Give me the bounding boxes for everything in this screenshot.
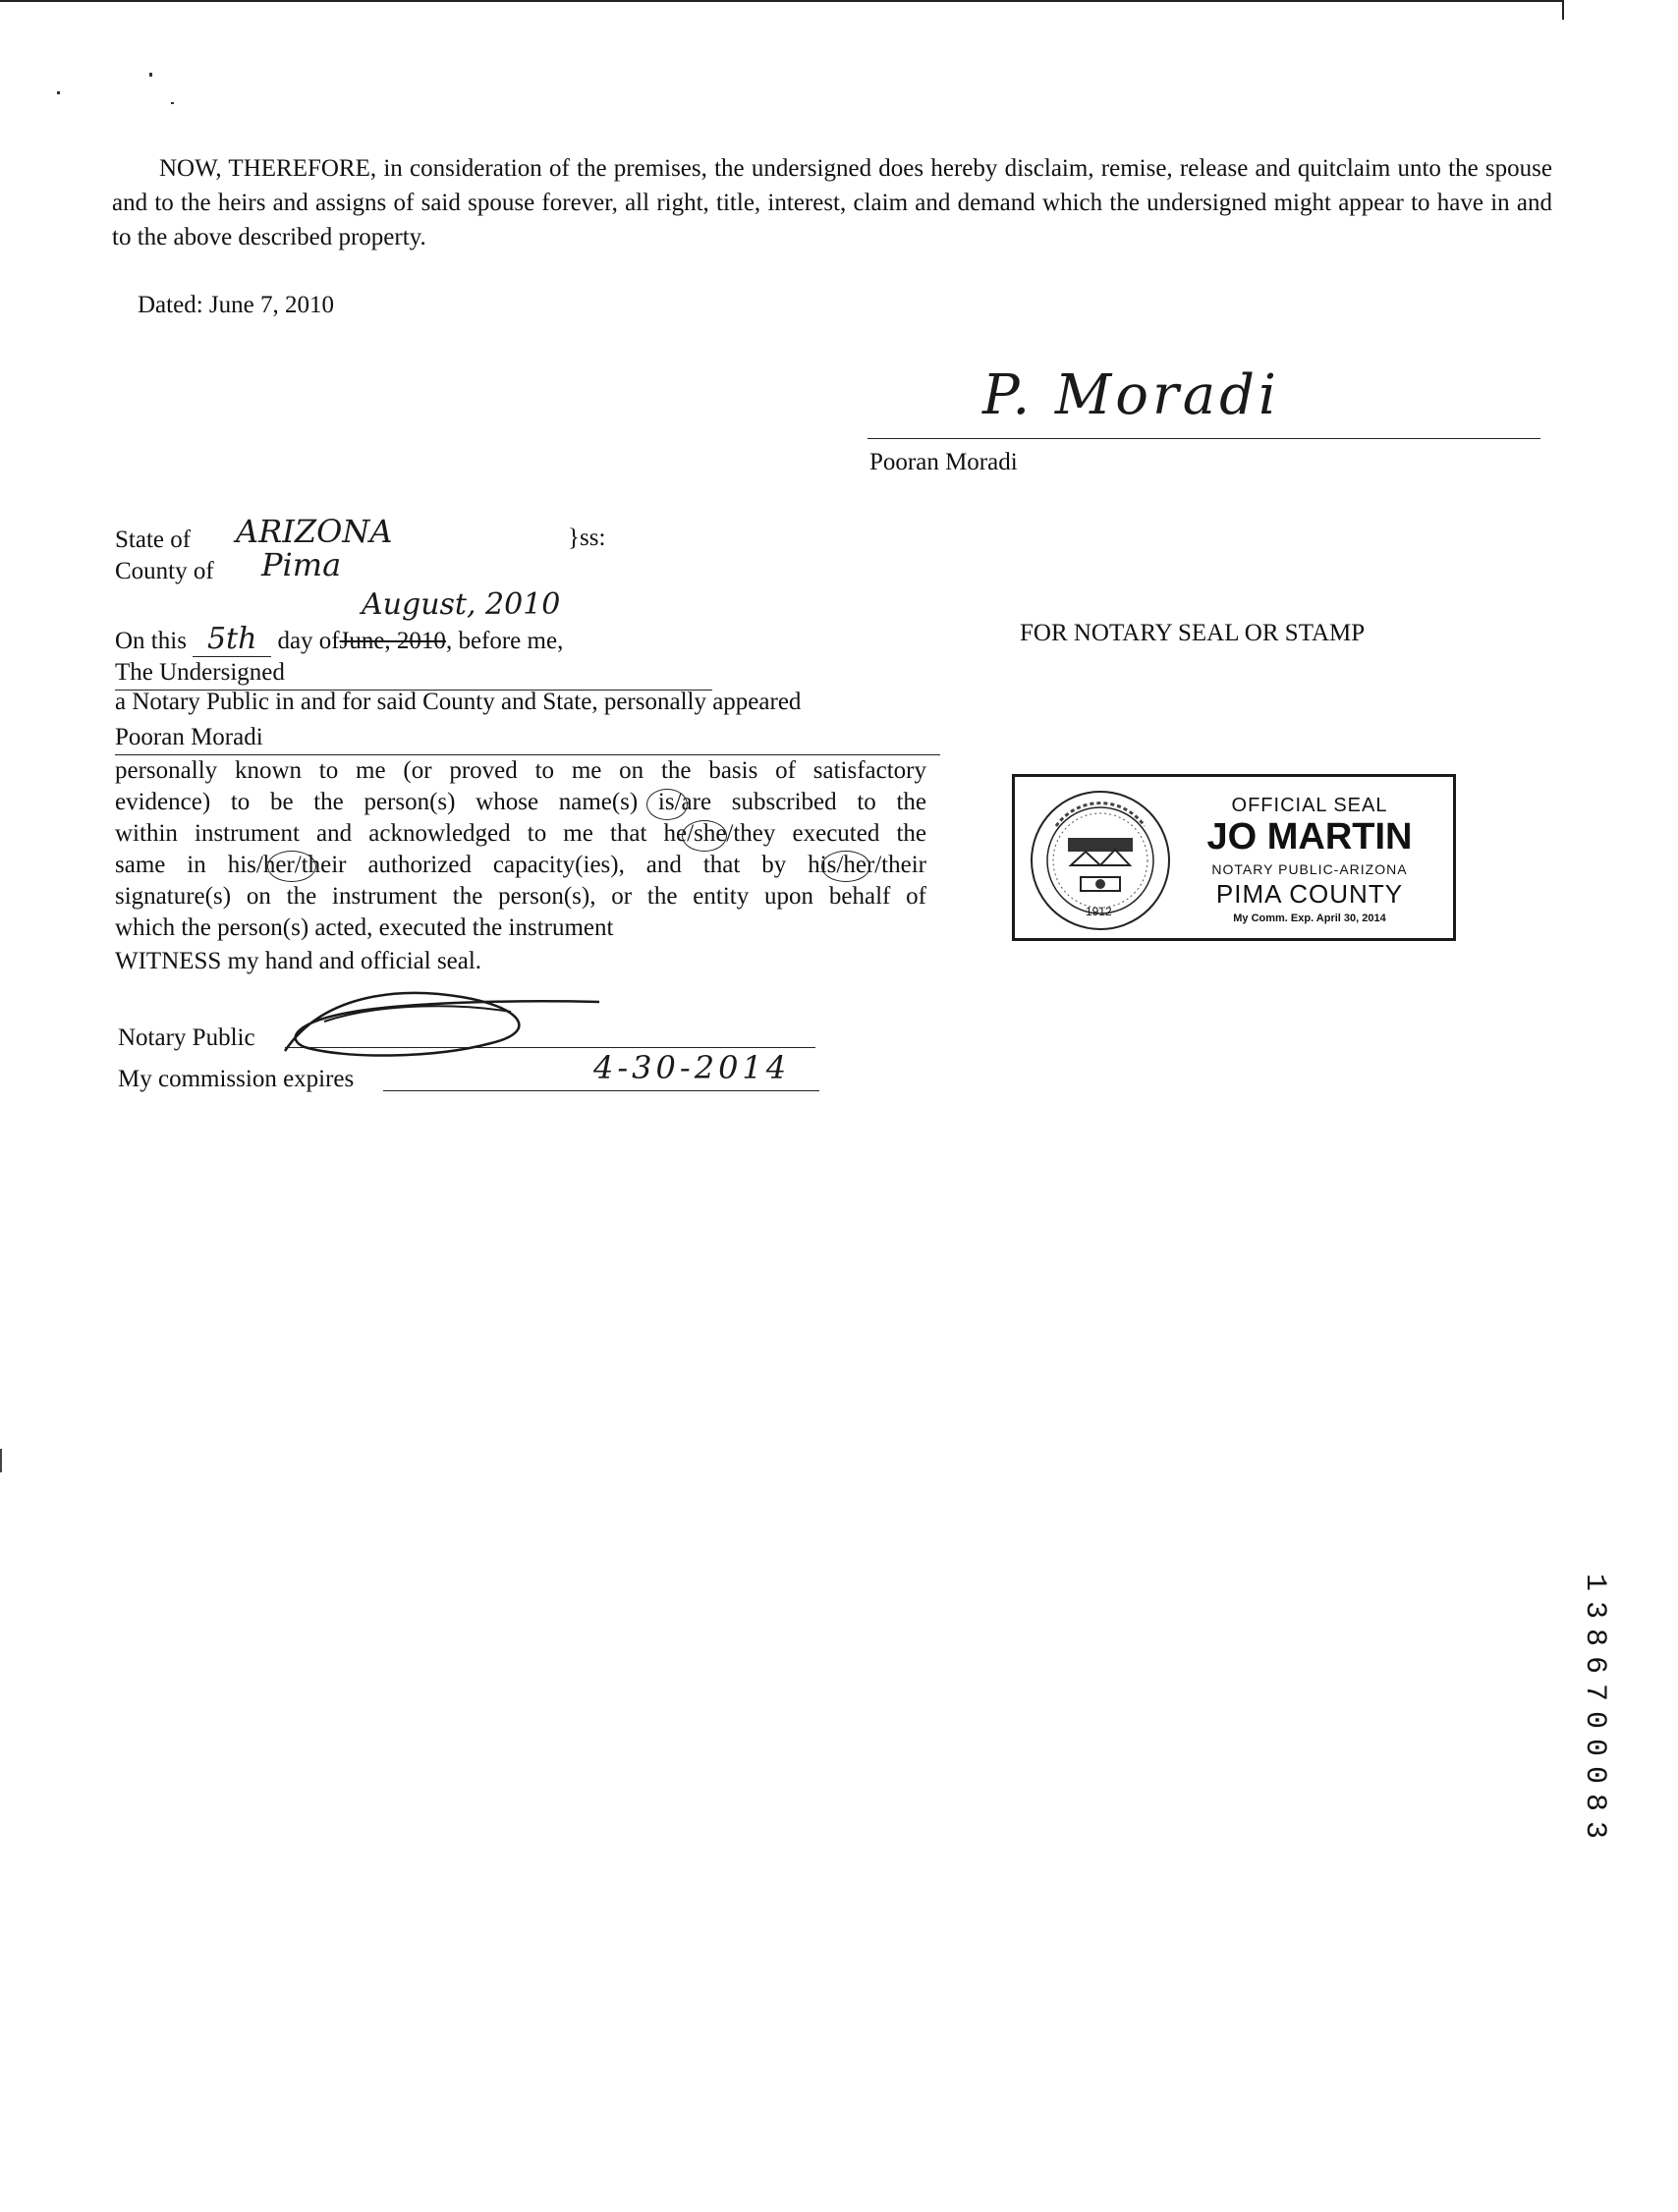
signature-line <box>867 438 1540 439</box>
seal-line-official: OFFICIAL SEAL <box>1231 795 1388 816</box>
state-value: ARIZONA <box>236 513 393 550</box>
seal-caption: FOR NOTARY SEAL OR STAMP <box>1020 620 1366 646</box>
county-value: Pima <box>261 546 342 583</box>
seal-line-name: JO MARTIN <box>1206 816 1413 857</box>
circle-mark-is <box>646 789 688 820</box>
on-this-label: On this <box>115 628 187 654</box>
seal-line-title: NOTARY PUBLIC-ARIZONA <box>1211 861 1408 877</box>
side-document-number: 1386700083 <box>1578 1574 1611 1850</box>
notary-paragraph-line-5: signature(s) on the instrument the person(s), or the entity upon behalf of <box>115 883 926 910</box>
dated-line: Dated: June 7, 2010 <box>138 292 334 318</box>
notary-paragraph-last-line: which the person(s) acted, executed the instrument <box>115 914 614 941</box>
commission-label: My commission expires <box>118 1066 355 1092</box>
commission-expiry-value: 4-30-2014 <box>593 1049 791 1086</box>
witness-line: WITNESS my hand and official seal. <box>115 948 482 974</box>
scan-speck <box>149 73 152 77</box>
emblem-year: 1912 <box>1086 905 1112 918</box>
commission-line <box>383 1090 819 1091</box>
scan-speck <box>171 102 174 104</box>
struck-date: June, 2010 <box>339 628 446 654</box>
handwritten-signature: P. Moradi <box>982 363 1280 427</box>
notary-paragraph-line-3: within instrument and acknowledged to me that he/she/they executed the <box>115 820 926 847</box>
ss-mark: }ss: <box>568 525 606 551</box>
scan-edge-mark <box>0 1449 2 1472</box>
circle-mark-she <box>682 820 727 852</box>
notary-handwritten-signature <box>265 982 619 1071</box>
new-date-handwritten: August, 2010 <box>362 587 561 622</box>
seal-line-expiry: My Comm. Exp. April 30, 2014 <box>1233 912 1386 924</box>
scan-speck <box>57 91 60 94</box>
day-of-label: day of <box>277 628 340 654</box>
notary-public-label: Notary Public <box>118 1024 255 1051</box>
notary-paragraph-line-1: personally known to me (or proved to me on the basis of satisfactory <box>115 757 926 784</box>
notary-seal-stamp <box>1012 774 1456 941</box>
before-me: , before me, <box>445 628 564 654</box>
page-top-edge <box>0 0 1564 2</box>
county-label: County of <box>115 558 214 584</box>
undersigned-line: The Undersigned <box>115 656 712 691</box>
page-right-edge <box>1562 0 1564 20</box>
appeared-name: Pooran Moradi <box>115 721 940 755</box>
notary-intro-line: a Notary Public in and for said County and State, personally appeared <box>115 689 802 715</box>
state-label: State of <box>115 526 192 553</box>
notary-paragraph-line-4: same in his/her/their authorized capacity(ies), and that by his/her/their <box>115 852 926 878</box>
circle-mark-her <box>267 851 316 882</box>
circle-mark-her-2 <box>821 851 870 882</box>
body-paragraph: NOW, THEREFORE, in consideration of the premises, the undersigned does hereby disclaim, remise, release and quitclaim unto the spouse and to the heirs and assigns of said spouse forever, all right, title, interest, claim and demand which the undersigned might appear to have in and to the above described property. <box>112 155 1552 250</box>
signer-printed-name: Pooran Moradi <box>869 449 1018 475</box>
seal-line-county: PIMA COUNTY <box>1215 879 1404 909</box>
notary-paragraph-line-2: evidence) to be the person(s) whose name(s) is/are subscribed to the <box>115 789 926 815</box>
on-this-line <box>115 623 563 658</box>
day-value: 5th <box>193 623 271 657</box>
